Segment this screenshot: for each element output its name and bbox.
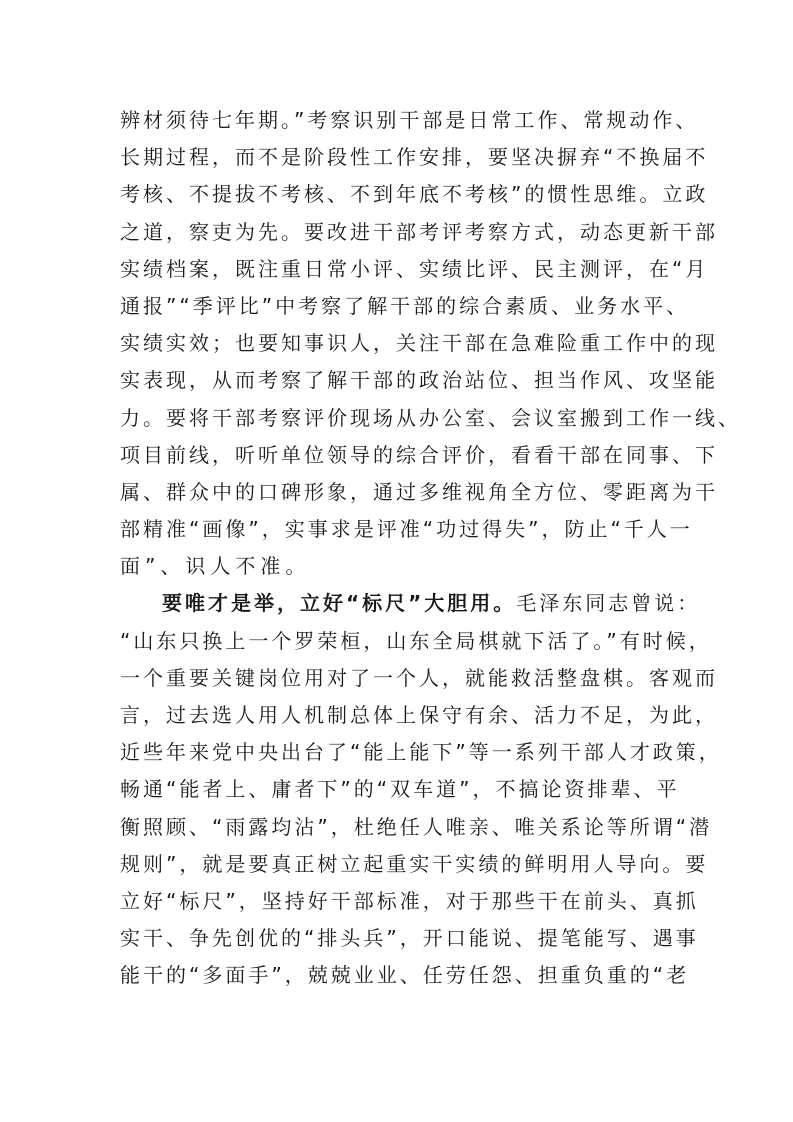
- text-line: 规则”，就是要真正树立起重实干实绩的鲜明用人导向。要: [120, 851, 709, 876]
- text-line: 通报”“季评比”中考察了解干部的综合素质、业务水平、: [120, 293, 690, 318]
- text-line: 部精准“画像”，实事求是评准“功过得失”，防止“千人一: [120, 517, 693, 542]
- text-line: 实绩实效；也要知事识人，关注干部在急难险重工作中的现: [120, 331, 718, 356]
- text-line: 考核、不提拔不考核、不到年底不考核”的惯性思维。立政: [120, 182, 709, 207]
- text-line: 面”、识人不准。: [120, 554, 311, 579]
- text-line: 力。要将干部考察评价现场从办公室、会议室搬到工作一线、: [120, 405, 741, 430]
- text-line: 项目前线，听听单位领导的综合评价，看看干部在同事、下: [120, 442, 718, 467]
- document-page: [120, 106, 741, 999]
- text-line: 畅通“能者上、庸者下”的“双车道”，不搞论资排辈、平: [120, 777, 680, 802]
- paragraph-1: [120, 106, 741, 589]
- text-line: 能干的“多面手”，兢兢业业、任劳任怨、担重负重的“老: [120, 963, 690, 988]
- paragraph-2-first-line: [120, 589, 701, 626]
- text-line: 长期过程，而不是阶段性工作安排，要坚决摒弃“不换届不: [120, 145, 709, 170]
- paragraph-heading: 要唯才是举，立好“标尺”大胆用。: [162, 591, 517, 616]
- text-line: 衡照顾、“雨露均沾”，杜绝任人唯亲、唯关系论等所谓“潜: [120, 814, 713, 839]
- text-line: “山东只换上一个罗荣桓，山东全局棋就下活了。”有时候，: [120, 628, 712, 653]
- text-line: 实绩档案，既注重日常小评、实绩比评、民主测评，在“月: [120, 256, 709, 281]
- text-line: 实表现，从而考察了解干部的政治站位、担当作风、攻坚能: [120, 368, 718, 393]
- text-line: 近些年来党中央出台了“能上能下”等一系列干部人才政策，: [120, 740, 722, 765]
- paragraph-text: 毛泽东同志曾说：: [516, 591, 701, 616]
- text-line: 言，过去选人用人机制总体上保守有余、活力不足，为此，: [120, 703, 718, 727]
- text-line: 属、群众中的口碑形象，通过多维视角全方位、零距离为干: [120, 479, 718, 504]
- text-line: 辨材须待七年期。”考察识别干部是日常工作、常规动作、: [120, 108, 699, 132]
- paragraph-2: [120, 589, 722, 998]
- text-line: 之道，察吏为先。要改进干部考评考察方式，动态更新干部: [120, 219, 718, 244]
- text-line: 一个重要关键岗位用对了一个人，就能救活整盘棋。客观而: [120, 665, 718, 690]
- text-line: 立好“标尺”，坚持好干部标准，对于那些干在前头、真抓: [120, 888, 699, 913]
- text-line: 实干、争先创优的“排头兵”，开口能说、提笔能写、遇事: [120, 926, 699, 951]
